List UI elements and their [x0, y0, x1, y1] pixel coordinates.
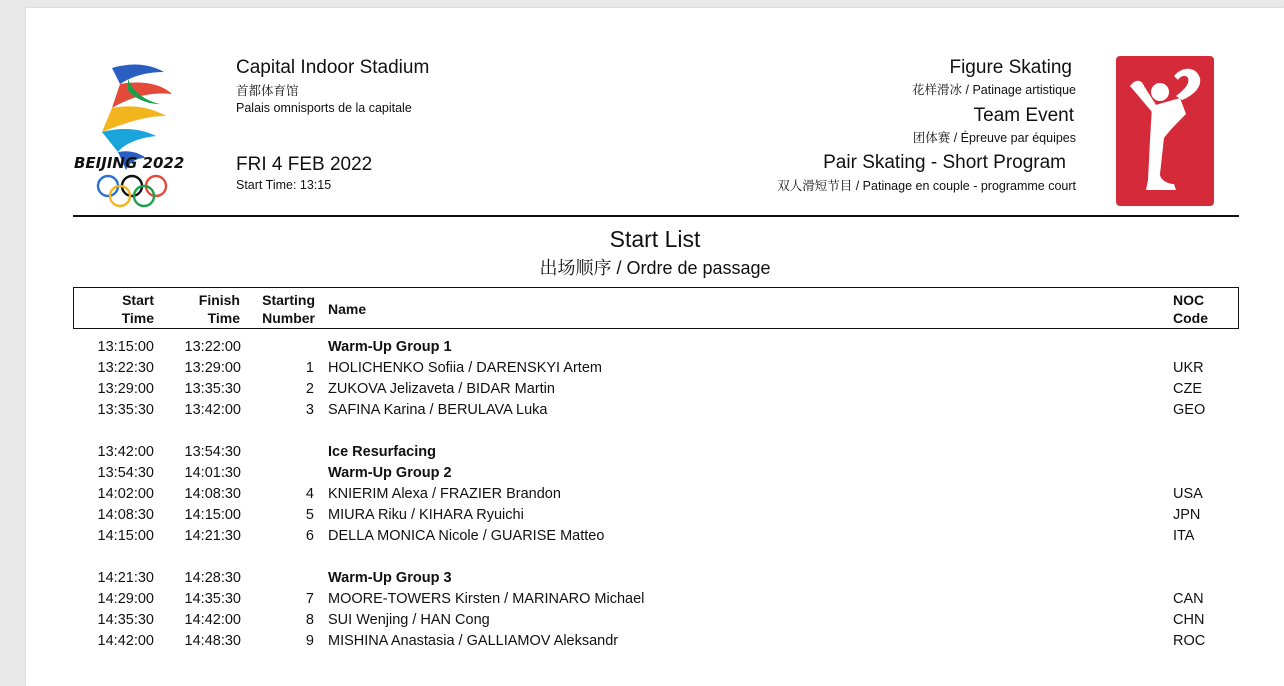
starting-number-cell: 7	[305, 591, 314, 607]
noc-code-cell: CZE	[1173, 381, 1202, 397]
start-time-cell: 14:15:00	[97, 528, 154, 544]
start-list-document	[26, 8, 1284, 686]
start-time-cell: 14:21:30	[97, 570, 154, 586]
document-subtitle: 出场顺序 / Ordre de passage	[539, 258, 771, 278]
name-cell: SAFINA Karina / BERULAVA Luka	[328, 402, 548, 418]
start-time-cell: 13:42:00	[97, 444, 154, 460]
column-header-finish-time: Finish Time	[198, 292, 240, 326]
event-start-time: Start Time: 13:15	[236, 178, 332, 192]
start-time-cell: 14:29:00	[97, 591, 154, 607]
event-name: Team Event	[973, 105, 1074, 126]
venue-name: Capital Indoor Stadium	[236, 57, 430, 78]
venue-name-chinese: 首都体育馆	[236, 84, 299, 98]
logo-wordmark: BEIJING 2022	[74, 154, 185, 172]
finish-time-cell: 14:28:30	[184, 570, 241, 586]
start-time-cell: 13:35:30	[97, 402, 154, 418]
finish-time-cell: 14:01:30	[184, 465, 241, 481]
noc-code-cell: UKR	[1173, 360, 1204, 376]
noc-code-cell: USA	[1173, 486, 1203, 502]
name-cell: KNIERIM Alexa / FRAZIER Brandon	[328, 486, 561, 502]
finish-time-cell: 13:42:00	[184, 402, 241, 418]
table-row	[26, 589, 1284, 610]
sport-name-translations: 花样滑冰 / Patinage artistique	[912, 83, 1076, 97]
name-cell: Warm-Up Group 3	[328, 570, 452, 586]
start-time-cell: 14:35:30	[97, 612, 154, 628]
noc-code-cell: ITA	[1173, 528, 1195, 544]
beijing-2022-emblem-logo	[72, 54, 204, 214]
start-time-cell: 13:22:30	[97, 360, 154, 376]
name-cell: MOORE-TOWERS Kirsten / MARINARO Michael	[328, 591, 645, 607]
finish-time-cell: 14:42:00	[184, 612, 241, 628]
starting-number-cell: 6	[305, 528, 314, 544]
name-cell: MISHINA Anastasia / GALLIAMOV Aleksandr	[328, 633, 619, 649]
finish-time-cell: 13:35:30	[184, 381, 241, 397]
name-cell: SUI Wenjing / HAN Cong	[328, 612, 490, 628]
column-header-start-time: Start Time	[121, 292, 154, 326]
noc-code-cell: CAN	[1173, 591, 1204, 607]
start-time-cell: 14:02:00	[97, 486, 154, 502]
name-cell: Ice Resurfacing	[328, 444, 436, 460]
unit-name-translations: 双人滑短节目 / Patinage en couple - programme court	[777, 179, 1076, 193]
start-time-cell: 14:08:30	[97, 507, 154, 523]
start-time-cell: 13:15:00	[97, 339, 154, 355]
table-row	[26, 505, 1284, 526]
finish-time-cell: 14:15:00	[184, 507, 241, 523]
finish-time-cell: 14:48:30	[184, 633, 241, 649]
name-cell: Warm-Up Group 2	[328, 465, 452, 481]
table-row	[26, 358, 1284, 379]
noc-code-cell: ROC	[1173, 633, 1206, 649]
header-divider	[73, 215, 1239, 217]
name-cell: MIURA Riku / KIHARA Ryuichi	[328, 507, 524, 523]
table-row	[26, 610, 1284, 631]
starting-number-cell: 5	[305, 507, 314, 523]
table-row	[26, 484, 1284, 505]
start-time-cell: 13:54:30	[97, 465, 154, 481]
starting-number-cell: 4	[305, 486, 314, 502]
name-cell: ZUKOVA Jelizaveta / BIDAR Martin	[328, 381, 555, 397]
sport-name: Figure Skating	[949, 57, 1072, 78]
finish-time-cell: 14:35:30	[184, 591, 241, 607]
venue-name-french: Palais omnisports de la capitale	[236, 101, 412, 115]
table-row-group-heading	[26, 463, 1284, 484]
table-row	[26, 631, 1284, 652]
column-header-starting-number: Starting Number	[262, 292, 315, 326]
name-cell: DELLA MONICA Nicole / GUARISE Matteo	[328, 528, 605, 544]
starting-number-cell: 1	[305, 360, 314, 376]
column-header-name: Name	[328, 301, 367, 317]
unit-name: Pair Skating - Short Program	[823, 152, 1066, 173]
finish-time-cell: 13:29:00	[184, 360, 241, 376]
event-date: FRI 4 FEB 2022	[236, 154, 373, 175]
starting-number-cell: 9	[305, 633, 314, 649]
finish-time-cell: 13:22:00	[184, 339, 241, 355]
starting-number-cell: 8	[305, 612, 314, 628]
name-cell: HOLICHENKO Sofiia / DARENSKYI Artem	[328, 360, 602, 376]
name-cell: Warm-Up Group 1	[328, 339, 452, 355]
table-row-group-heading	[26, 442, 1284, 463]
noc-code-cell: GEO	[1173, 402, 1206, 418]
column-header-noc-code: NOC Code	[1173, 292, 1208, 326]
event-name-translations: 团体赛 / Épreuve par équipes	[912, 131, 1076, 145]
finish-time-cell: 14:08:30	[184, 486, 241, 502]
finish-time-cell: 14:21:30	[184, 528, 241, 544]
noc-code-cell: JPN	[1173, 507, 1201, 523]
document-title: Start List	[609, 226, 701, 252]
table-row-group-heading	[26, 568, 1284, 589]
table-row	[26, 400, 1284, 421]
finish-time-cell: 13:54:30	[184, 444, 241, 460]
starting-number-cell: 3	[305, 402, 314, 418]
start-time-cell: 13:29:00	[97, 381, 154, 397]
table-header	[73, 287, 1239, 329]
table-row	[26, 526, 1284, 547]
noc-code-cell: CHN	[1173, 612, 1205, 628]
table-row	[26, 379, 1284, 400]
start-time-cell: 14:42:00	[97, 633, 154, 649]
table-row-group-heading	[26, 337, 1284, 358]
starting-number-cell: 2	[305, 381, 314, 397]
figure-skating-pictogram-icon	[1116, 56, 1214, 206]
